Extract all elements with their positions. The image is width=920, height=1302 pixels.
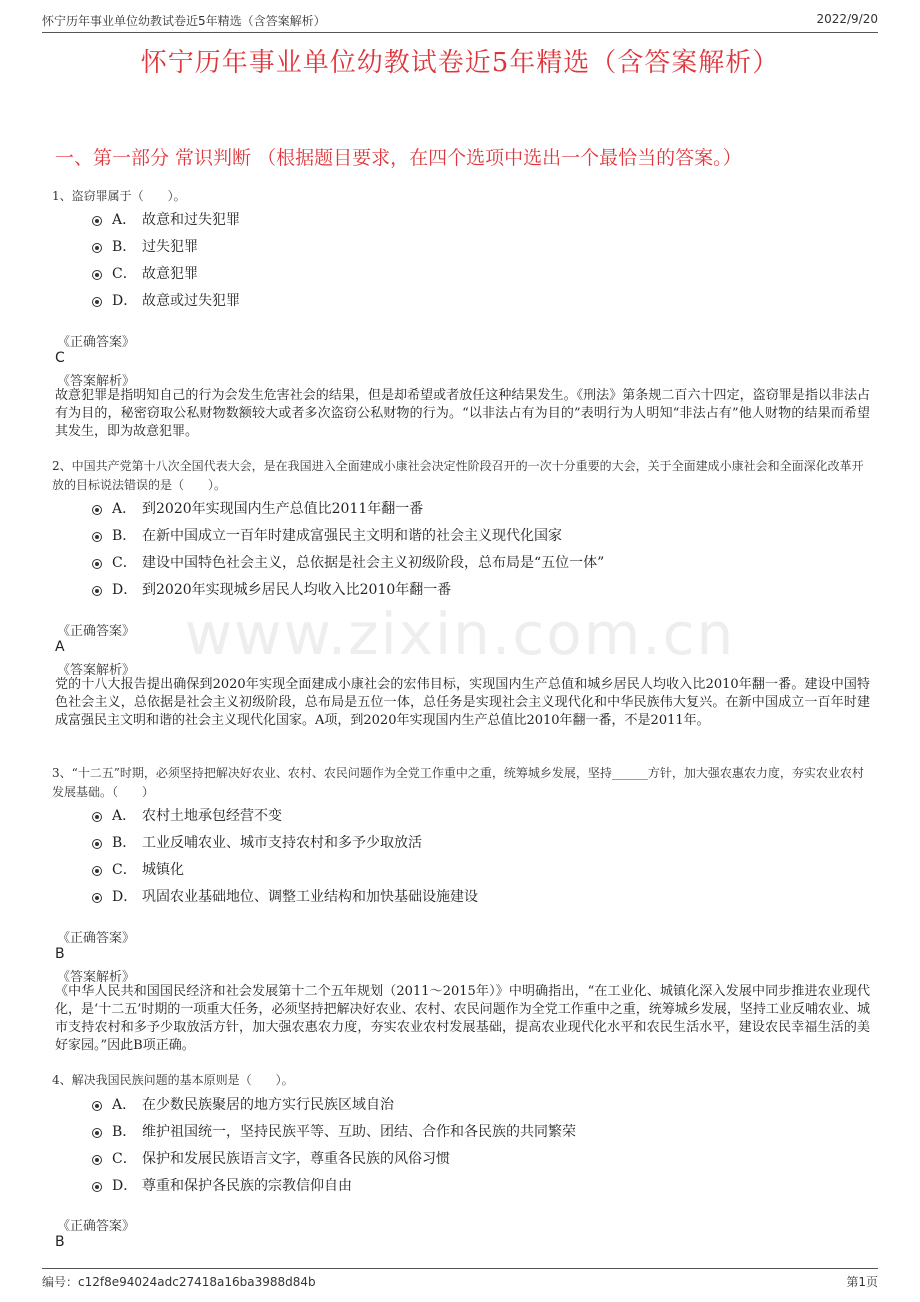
question-2-option-b[interactable]: B． 在新中国成立一百年时建成富强民主文明和谐的社会主义现代化国家 — [92, 525, 562, 545]
radio-icon[interactable] — [92, 1101, 102, 1111]
question-2-text: 2、中国共产党第十八次全国代表大会，是在我国进入全面建成小康社会决定性阶段召开的一次十分重要的大会，关于全面建成小康社会和全面深化改革开放的目标说法错误的是（ ）。 — [52, 459, 864, 492]
section-heading: 一、第一部分 常识判断 （根据题目要求，在四个选项中选出一个最恰当的答案。） — [55, 147, 742, 169]
question-3-text: 3、“十二五”时期，必须坚持把解决好农业、农村、农民问题作为全党工作重中之重，统筹城乡发展，坚持______方针，加大强农惠农力度，夯实农业农村发展基础。（ ） — [52, 766, 864, 799]
answer-heading: 《正确答案》 — [57, 931, 136, 946]
question-3-option-a[interactable]: A． 农村土地承包经营不变 — [92, 805, 282, 825]
document-title: 怀宁历年事业单位幼教试卷近5年精选（含答案解析） — [140, 48, 780, 78]
question-4-option-c[interactable]: C． 保护和发展民族语言文字，尊重各民族的风俗习惯 — [92, 1148, 450, 1168]
question-1-text: 1、盗窃罪属于（ ）。 — [52, 189, 186, 203]
radio-icon[interactable] — [92, 216, 102, 226]
question-3-option-d[interactable]: D． 巩固农业基础地位、调整工业结构和加快基础设施建设 — [92, 886, 478, 906]
radio-icon[interactable] — [92, 893, 102, 903]
question-1-option-b[interactable]: B． 过失犯罪 — [92, 236, 198, 256]
explanation-heading: 《答案解析》 — [57, 970, 136, 985]
question-2-option-d[interactable]: D． 到2020年实现城乡居民人均收入比2010年翻一番 — [92, 579, 451, 599]
radio-icon[interactable] — [92, 1182, 102, 1192]
radio-icon[interactable] — [92, 270, 102, 280]
radio-icon[interactable] — [92, 839, 102, 849]
question-1-explanation: 故意犯罪是指明知自己的行为会发生危害社会的结果，但是却希望或者放任这种结果发生。《刑法》第条规二百六十四定，盗窃罪是指以非法占有为目的，秘密窃取公私财物数额较大或者多次盗窃公私财物的行为。“以非法占有为目的”表明行为人明知“非法占有”他人财物的结果而希望其发生，即为故意犯罪。 — [55, 388, 870, 439]
radio-icon[interactable] — [92, 559, 102, 569]
question-3-answer: B — [55, 946, 65, 962]
question-4-option-b[interactable]: B． 维护祖国统一，坚持民族平等、互助、团结、合作和各民族的共同繁荣 — [92, 1121, 576, 1141]
radio-icon[interactable] — [92, 532, 102, 542]
question-2-option-a[interactable]: A． 到2020年实现国内生产总值比2011年翻一番 — [92, 498, 423, 518]
radio-icon[interactable] — [92, 812, 102, 822]
explanation-heading: 《答案解析》 — [57, 374, 136, 389]
question-3-option-b[interactable]: B． 工业反哺农业、城市支持农村和多予少取放活 — [92, 832, 422, 852]
question-4-answer: B — [55, 1234, 65, 1250]
question-4-option-a[interactable]: A． 在少数民族聚居的地方实行民族区域自治 — [92, 1094, 394, 1114]
answer-heading: 《正确答案》 — [57, 624, 136, 639]
question-4-option-d[interactable]: D． 尊重和保护各民族的宗教信仰自由 — [92, 1175, 352, 1195]
question-2-answer: A — [55, 639, 65, 655]
document-id: 编号：c12f8e94024adc27418a16ba3988d84b — [42, 1275, 316, 1289]
question-1-answer: C — [55, 350, 65, 366]
header-title: 怀宁历年事业单位幼教试卷近5年精选（含答案解析） — [42, 14, 326, 28]
radio-icon[interactable] — [92, 505, 102, 515]
radio-icon[interactable] — [92, 243, 102, 253]
question-2-explanation: 党的十八大报告提出确保到2020年实现全面建成小康社会的宏伟目标，实现国内生产总值和城乡居民人均收入比2010年翻一番。建设中国特色社会主义，总依据是社会主义初级阶段，总布局是五位一体，总任务是实现社会主义现代化和中华民族伟大复兴。在新中国成立一百年时建成富强民主文明和谐的社会主义现代化国家。A项，到2020年实现国内生产总值比2010年翻一番，不是2011年。 — [55, 677, 870, 728]
radio-icon[interactable] — [92, 1128, 102, 1138]
radio-icon[interactable] — [92, 866, 102, 876]
question-1-option-d[interactable]: D． 故意或过失犯罪 — [92, 290, 240, 310]
question-4-text: 4、解决我国民族问题的基本原则是（ ）。 — [52, 1073, 294, 1087]
question-3-option-c[interactable]: C． 城镇化 — [92, 859, 184, 879]
question-2-option-c[interactable]: C． 建设中国特色社会主义，总依据是社会主义初级阶段，总布局是“五位一体” — [92, 552, 604, 572]
page-number: 第1页 — [846, 1275, 878, 1289]
page-footer — [42, 1268, 878, 1295]
question-1-option-a[interactable]: A． 故意和过失犯罪 — [92, 209, 240, 229]
header-date: 2022/9/20 — [816, 12, 878, 26]
explanation-heading: 《答案解析》 — [57, 663, 136, 678]
radio-icon[interactable] — [92, 586, 102, 596]
question-3-explanation: 《中华人民共和国国民经济和社会发展第十二个五年规划（2011～2015年）》中明确指出，“在工业化、城镇化深入发展中同步推进农业现代化，是‘十二五’时期的一项重大任务，必须坚持把解决好农业、农村、农民问题作为全党工作重中之重，统筹城乡发展，坚持工业反哺农业、城市支持农村和多予少取放活方针，加大强农惠农力度，夯实农业农村发展基础，提高农业现代化水平和农民生活水平，建设农民幸福生活的美好家园。”因此B项正确。 — [55, 984, 870, 1053]
watermark: www.zixin.com.cn — [184, 600, 736, 668]
question-1-option-c[interactable]: C． 故意犯罪 — [92, 263, 198, 283]
answer-heading: 《正确答案》 — [57, 335, 136, 350]
page-header — [42, 10, 878, 33]
radio-icon[interactable] — [92, 1155, 102, 1165]
answer-heading: 《正确答案》 — [57, 1219, 136, 1234]
radio-icon[interactable] — [92, 297, 102, 307]
